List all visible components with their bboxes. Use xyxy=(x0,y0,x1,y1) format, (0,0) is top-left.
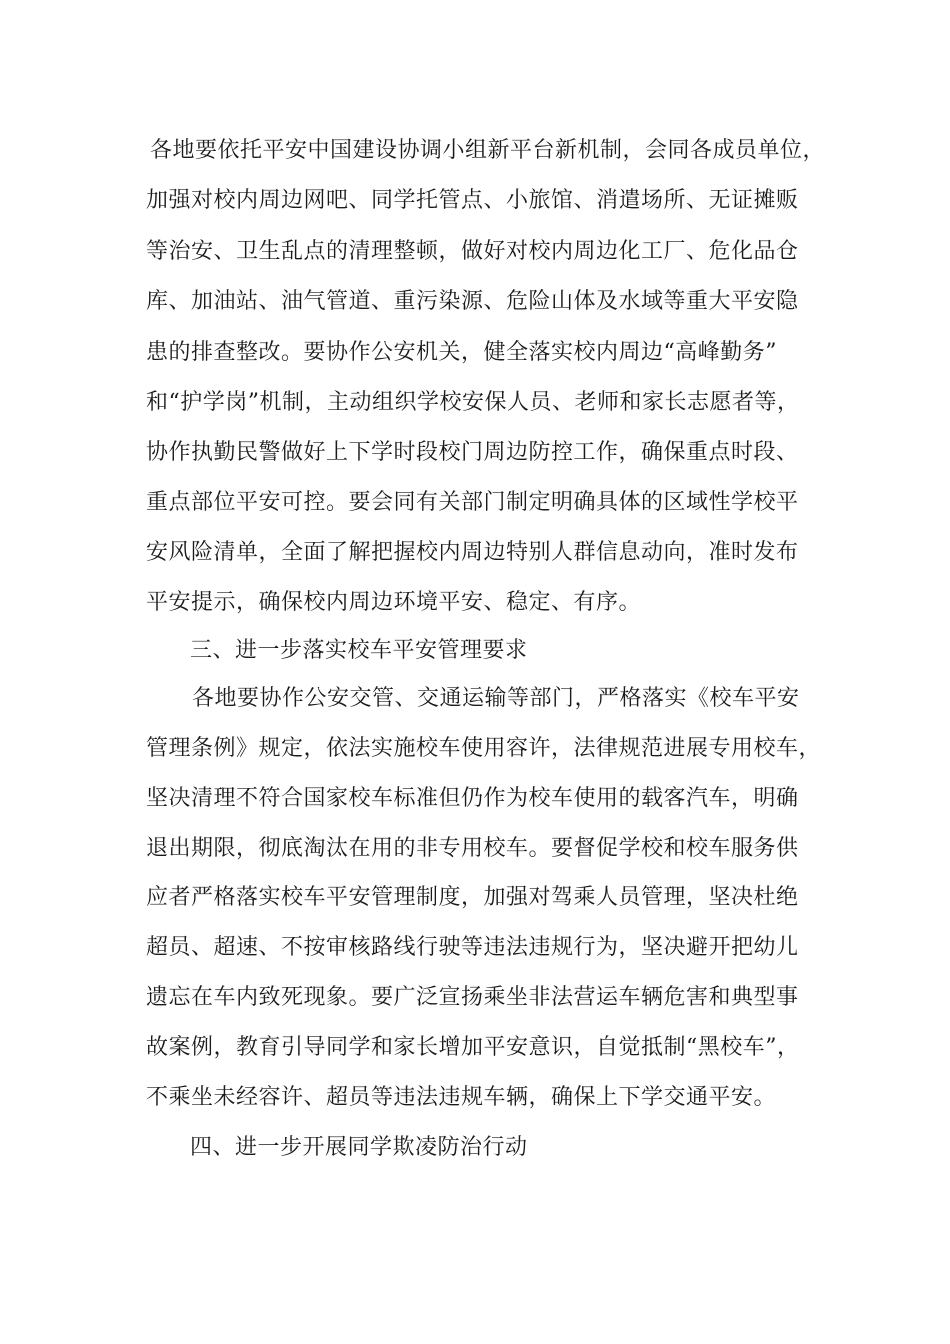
paragraph-line: 重点部位平安可控。要会同有关部门制定明确具体的区域性学校平 xyxy=(146,490,799,515)
paragraph-line: 坚决清理不符合国家校车标准但仍作为校车使用的载客汽车，明确 xyxy=(146,786,799,811)
paragraph-line: 等治安、卫生乱点的清理整顿，做好对校内周边化工厂、危化品仓 xyxy=(146,239,799,264)
paragraph-line: 各地要协作公安交管、交通运输等部门，严格落实《校车平安 xyxy=(192,686,800,711)
paragraph-line: 应者严格落实校车平安管理制度，加强对驾乘人员管理，坚决杜绝 xyxy=(146,885,799,910)
paragraph-line: 协作执勤民警做好上下学时段校门周边防控工作，确保重点时段、 xyxy=(146,440,799,465)
paragraph-line: 平安提示，确保校内周边环境平安、稳定、有序。 xyxy=(146,590,642,615)
section-heading: 三、进一步落实校车平安管理要求 xyxy=(190,638,528,663)
section-heading: 四、进一步开展同学欺凌防治行动 xyxy=(190,1135,528,1160)
paragraph-line: 加强对校内周边网吧、同学托管点、小旅馆、消遣场所、无证摊贩 xyxy=(146,188,799,213)
paragraph-line: 各地要依托平安中国建设协调小组新平台新机制，会同各成员单位， xyxy=(150,138,826,163)
paragraph-line: 库、加油站、油气管道、重污染源、危险山体及水域等重大平安隐 xyxy=(146,289,799,314)
paragraph-line: 故案例，教育引导同学和家长增加平安意识，自觉抵制“黑校车”， xyxy=(146,1035,800,1060)
paragraph-line: 患的排查整改。要协作公安机关，健全落实校内周边“高峰勤务” xyxy=(146,340,777,365)
paragraph-line: 遗忘在车内致死现象。要广泛宣扬乘坐非法营运车辆危害和典型事 xyxy=(146,985,799,1010)
paragraph-line: 和“护学岗”机制，主动组织学校安保人员、老师和家长志愿者等， xyxy=(146,390,800,415)
paragraph-line: 超员、超速、不按审核路线行驶等违法违规行为，坚决避开把幼儿 xyxy=(146,935,799,960)
paragraph-line: 退出期限，彻底淘汰在用的非专用校车。要督促学校和校车服务供 xyxy=(146,836,799,861)
paragraph-line: 安风险清单，全面了解把握校内周边特别人群信息动向，准时发布 xyxy=(146,540,799,565)
paragraph-line: 管理条例》规定，依法实施校车使用容许，法律规范进展专用校车， xyxy=(146,736,822,761)
paragraph-line: 不乘坐未经容许、超员等违法违规车辆，确保上下学交通平安。 xyxy=(146,1085,777,1110)
